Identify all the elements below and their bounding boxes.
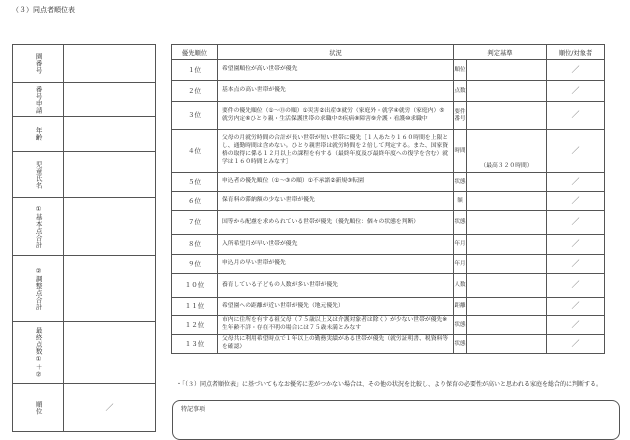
priority-row xyxy=(172,274,605,298)
result-cell[interactable]: ／ xyxy=(547,173,605,192)
applicant-field-label: ②調整点合計 xyxy=(34,266,43,311)
criteria-label: 状態 xyxy=(454,211,467,235)
priority-condition: 基本点の高い世帯が優先 xyxy=(218,81,454,102)
applicant-field-label-cell xyxy=(13,256,64,322)
header-priority: 優先順位 xyxy=(172,45,218,60)
result-cell[interactable]: ／ xyxy=(547,235,605,255)
criteria-label: 状態 xyxy=(454,316,467,335)
applicant-row xyxy=(13,117,156,152)
priority-condition: 申込月の早い世帯が優先 xyxy=(218,255,454,274)
criteria-value[interactable] xyxy=(467,235,547,255)
priority-row xyxy=(172,316,605,335)
result-cell[interactable]: ／ xyxy=(547,192,605,211)
applicant-field-label: 園番号 xyxy=(34,53,43,74)
priority-rank: １０位 xyxy=(172,274,218,298)
criteria-label: 人数 xyxy=(454,274,467,298)
applicant-field-label-cell xyxy=(13,384,64,432)
note-body: 「（３）同点者順位表」に基づいてもなお優劣に差がつかない場合は、その他の状況を比較し、より保育の必要性が高いと思われる家庭を総合的に判断する。 xyxy=(182,381,603,388)
applicant-row xyxy=(13,45,156,83)
header-condition: 状況 xyxy=(218,45,454,60)
criteria-value[interactable] xyxy=(467,173,547,192)
note-bullet: ・ xyxy=(176,381,183,388)
result-cell[interactable]: ／ xyxy=(547,335,605,354)
criteria-value[interactable] xyxy=(467,192,547,211)
applicant-field-value[interactable]: ／ xyxy=(63,384,155,432)
applicant-row xyxy=(13,152,156,198)
priority-condition: 申込者の優先順位（①～③の順）①不承諾②新規③転園 xyxy=(218,173,454,192)
result-cell[interactable]: ／ xyxy=(547,274,605,298)
applicant-field-label: ①基本点合計 xyxy=(34,204,43,249)
applicant-field-label-cell xyxy=(13,45,64,83)
criteria-label: 年月 xyxy=(454,255,467,274)
applicant-row xyxy=(13,83,156,117)
priority-condition: 希望園への距離が近い世帯が優先（地元優先） xyxy=(218,298,454,316)
criteria-label: 時間 xyxy=(454,130,467,173)
criteria-label: 点数 xyxy=(454,81,467,102)
priority-row xyxy=(172,192,605,211)
criteria-value[interactable] xyxy=(467,211,547,235)
priority-condition: 父母の月就労時間の合計が長い世帯が短い世帯に優先［１人あたり１６０時間を上限とし、通勤時間は含めない。ひとり親世帯は就労時間を２倍して判定する。また、国家資格の取得に係る１２月以上の課程を有する（最終年度及び最終年度への復学を含む）就学は１６０時間とみなす］ xyxy=(218,130,454,173)
applicant-field-label-cell xyxy=(13,83,64,117)
applicant-row xyxy=(13,384,156,432)
criteria-value[interactable] xyxy=(467,60,547,81)
applicant-row xyxy=(13,322,156,384)
applicant-field-label-cell xyxy=(13,322,64,384)
applicant-field-label: 年齢 xyxy=(34,127,43,141)
applicant-field-label-cell xyxy=(13,117,64,152)
priority-row xyxy=(172,130,605,173)
applicant-field-label: 順位 xyxy=(34,400,43,415)
applicant-field-label-cell xyxy=(13,152,64,198)
priority-rank: ７位 xyxy=(172,211,218,235)
applicant-field-label-cell xyxy=(13,198,64,256)
applicant-field-value[interactable] xyxy=(63,45,155,83)
criteria-value[interactable] xyxy=(467,316,547,335)
priority-row xyxy=(172,255,605,274)
applicant-field-value[interactable] xyxy=(63,83,155,117)
priority-row xyxy=(172,211,605,235)
applicant-field-label: 番号申請 xyxy=(34,85,43,114)
priority-rank: ８位 xyxy=(172,235,218,255)
priority-rank: １２位 xyxy=(172,316,218,335)
priority-rank: ３位 xyxy=(172,102,218,130)
priority-table xyxy=(171,44,605,354)
priority-condition: 市内に住所を有する祖父母（７５歳以上又は介護対象者は除く）が少ない世帯が優先※生年齢不詳・存在不明の場合には７５歳未満とみなす xyxy=(218,316,454,335)
applicant-field-label: 最終点数①＋② xyxy=(34,326,43,379)
criteria-value[interactable] xyxy=(467,298,547,316)
applicant-field-value[interactable] xyxy=(63,322,155,384)
result-cell[interactable]: ／ xyxy=(547,81,605,102)
priority-rank: １１位 xyxy=(172,298,218,316)
result-cell[interactable]: ／ xyxy=(547,316,605,335)
criteria-value[interactable] xyxy=(467,335,547,354)
priority-rank: ５位 xyxy=(172,173,218,192)
priority-rank: ２位 xyxy=(172,81,218,102)
priority-condition: 父母共に利用希望時点で１年以上の勤務実績がある世帯が優先（就労証明書、税資料等を確認） xyxy=(218,335,454,354)
priority-rank: ６位 xyxy=(172,192,218,211)
criteria-label: 年月 xyxy=(454,235,467,255)
applicant-field-value[interactable] xyxy=(63,117,155,152)
criteria-label: 額 xyxy=(454,192,467,211)
priority-condition: 保育料の滞納額の少ない世帯が優先 xyxy=(218,192,454,211)
criteria-label: 順位 xyxy=(454,60,467,81)
result-cell[interactable]: ／ xyxy=(547,255,605,274)
criteria-label: 状態 xyxy=(454,173,467,192)
result-cell[interactable]: ／ xyxy=(547,298,605,316)
priority-rank: ４位 xyxy=(172,130,218,173)
applicant-row xyxy=(13,256,156,322)
criteria-label: 距離 xyxy=(454,298,467,316)
priority-row xyxy=(172,102,605,130)
priority-row xyxy=(172,235,605,255)
header-result: 順位/対象者 xyxy=(547,45,605,60)
priority-row xyxy=(172,173,605,192)
priority-rank: １位 xyxy=(172,60,218,81)
criteria-label: 状態 xyxy=(454,335,467,354)
applicant-field-value[interactable] xyxy=(63,256,155,322)
criteria-value[interactable] xyxy=(467,81,547,102)
criteria-value[interactable]: （最高３２０時間） xyxy=(467,130,547,173)
priority-condition: 希望園順位が高い世帯が優先 xyxy=(218,60,454,81)
priority-row xyxy=(172,60,605,81)
applicant-info-table xyxy=(12,44,156,432)
priority-row xyxy=(172,81,605,102)
priority-rank: ９位 xyxy=(172,255,218,274)
applicant-field-label: 児童氏名 xyxy=(34,160,43,189)
priority-condition: 入所希望月が早い世帯が優先 xyxy=(218,235,454,255)
result-cell[interactable]: ／ xyxy=(547,102,605,130)
criteria-value[interactable] xyxy=(467,255,547,274)
special-notes-label: 特記事項 xyxy=(181,406,206,413)
priority-condition: 国等から配慮を求められている世帯が優先（優先順位：個々の状態を判断） xyxy=(218,211,454,235)
result-cell[interactable]: ／ xyxy=(547,60,605,81)
header-criteria: 判定基準 xyxy=(454,45,547,60)
priority-row xyxy=(172,298,605,316)
criteria-value[interactable] xyxy=(467,274,547,298)
special-notes-box[interactable] xyxy=(172,400,620,440)
priority-condition: 要件の優先順位（①～⑪の順）①災害②出産③就労（家庭外・就学④就労（家庭内）⑤就労内定⑥ひとり親・生活保護世帯の求職中⑦疾病⑧障害⑨介護・看護⑩求職中 xyxy=(218,102,454,130)
priority-row xyxy=(172,335,605,354)
page-title: （３）同点者順位表 xyxy=(12,6,75,14)
applicant-row xyxy=(13,198,156,256)
applicant-field-value[interactable] xyxy=(63,152,155,198)
priority-rank: １３位 xyxy=(172,335,218,354)
result-cell[interactable]: ／ xyxy=(547,211,605,235)
criteria-value[interactable] xyxy=(467,102,547,130)
note-text xyxy=(176,381,611,390)
priority-condition: 養育している子どもの人数が多い世帯が優先 xyxy=(218,274,454,298)
criteria-label: 要件番号 xyxy=(454,102,467,130)
applicant-field-value[interactable] xyxy=(63,198,155,256)
result-cell[interactable]: ／ xyxy=(547,130,605,173)
